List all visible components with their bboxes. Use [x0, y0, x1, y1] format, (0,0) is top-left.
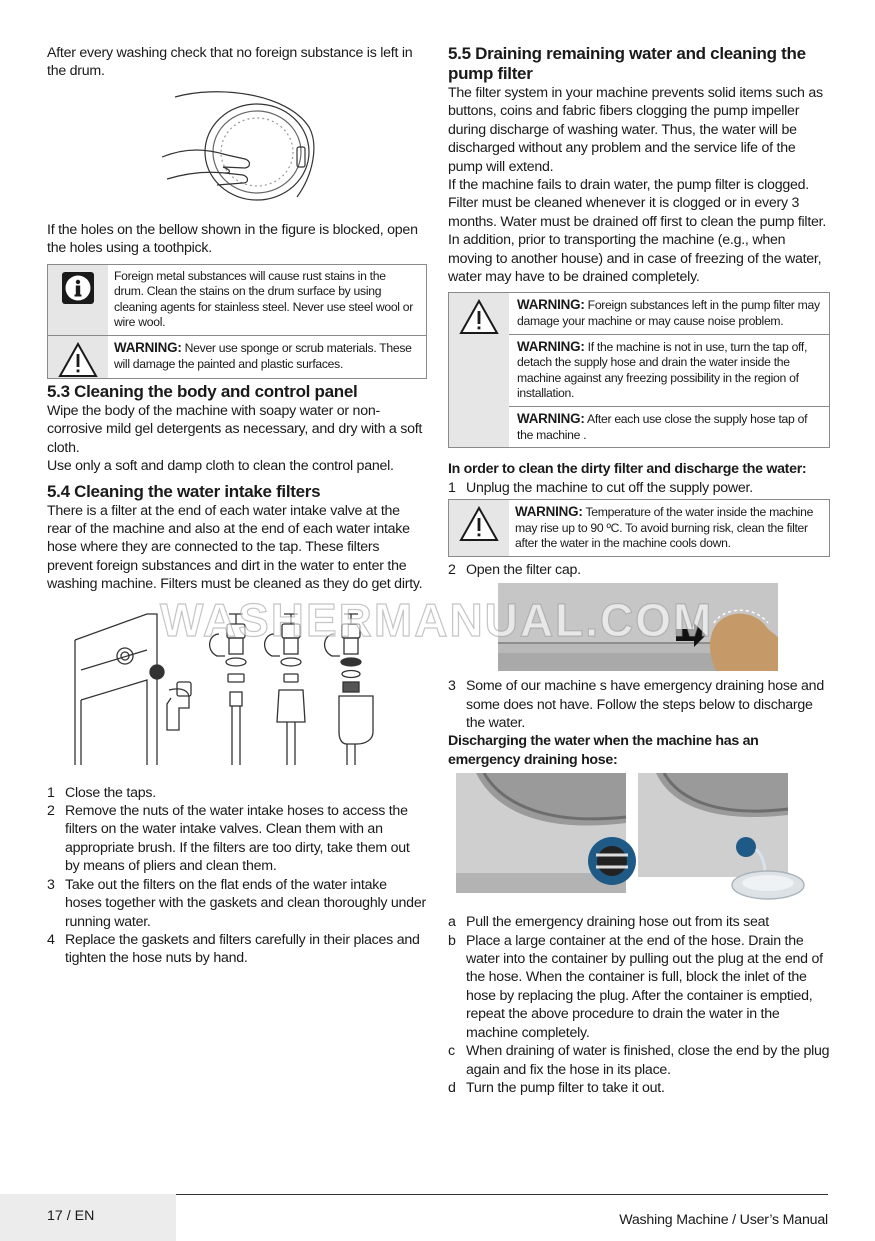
section-53-heading: 5.3 Cleaning the body and control panel [47, 382, 358, 401]
list-item: 4 Replace the gaskets and filters carefully in their places and tighten the hose nuts by hand. [47, 931, 420, 967]
clean-filter-heading: In order to clean the dirty filter and discharge the water: [448, 461, 807, 478]
warning-icon [58, 342, 98, 378]
warning-temperature: WARNING: Temperature of the water inside the machine may rise up to 90 ºC. To avoid burning risk, clean the filter after the water in the machine cools down. [448, 499, 830, 557]
drum-illustration [47, 87, 427, 209]
emergency-hose-heading: Discharging the water when the machine has an emergency draining hose: [448, 733, 759, 768]
intake-filters-illustration [47, 600, 427, 770]
section-55-p3: In addition, prior to transporting the machine (e.g., when moving to another house) and in case of freezing of the water, water may have to be drained completely. [448, 232, 822, 286]
section-55-p1: The filter system in your machine prevents solid items such as buttons, coins and fabric fibers clogging the pump impeller during discharge of washing water. Thus, the water will be discharged without any problem and the service life of the pump will extend. [448, 85, 823, 175]
warning-freezing: WARNING: If the machine is not in use, turn the tap off, detach the supply hose and drain the water inside the machine against any freezing possibility in the region of installation. [509, 335, 829, 407]
section-53-p1: Wipe the body of the machine with soapy water or non-corrosive mild gel detergents as necessary, and dry with a soft cloth. [47, 403, 423, 456]
list-item: 2 Open the filter cap. [448, 561, 581, 578]
section-55-p2: If the machine fails to drain water, the pump filter is clogged. Filter must be cleaned whenever it is clogged or in every 3 months. Water must be drained off first to clean the pump filter. [448, 177, 827, 230]
warning-icon [459, 299, 499, 335]
warning-pump-filter: WARNING: Foreign substances left in the pump filter may damage your machine or may cause noise problem. [509, 293, 829, 334]
list-item: 2 Remove the nuts of the water intake hoses to access the filters on the water intake valves. Clean them with an appropriate brush. If the filters are too dirty, take them out by means of pliers and clean them. [47, 803, 410, 875]
section-54-heading: 5.4 Cleaning the water intake filters [47, 481, 321, 501]
list-item: a Pull the emergency draining hose out from its seat [448, 914, 769, 931]
list-item: 3 Some of our machine s have emergency draining hose and some does not have. Follow the steps below to discharge the water. [448, 678, 824, 732]
warning-label: WARNING: [114, 340, 182, 355]
bellow-holes-text: If the holes on the bellow shown in the figure is blocked, open the holes using a toothpick. [47, 221, 418, 257]
info-icon [61, 271, 95, 305]
list-item: c When draining of water is finished, close the end by the plug again and fix the hose in its place. [448, 1043, 830, 1078]
info-notice-text: Foreign metal substances will cause rust stains in the drum. Clean the stains on the drum surface by using cleaning agents for stainless steel. Never use steel wool or wire wool. [114, 268, 414, 330]
intake-filter-steps [47, 784, 427, 968]
warning-close-tap: WARNING: After each use close the supply hose tap of the machine . [517, 411, 808, 442]
section-53-p2: Use only a soft and damp cloth to clean the control panel. [47, 458, 394, 475]
list-item: b Place a large container at the end of the hose. Drain the water into the container by pulling out the plug at the end of the hose. When the container is full, block the inlet of the hose by replacing the plug. After the container is emptied, repeat the above procedure to drain the water in the machine completely. [448, 932, 823, 1041]
emergency-hose-photo [456, 773, 830, 905]
warning-group [448, 292, 830, 448]
watermark: WASHERMANUAL.COM [160, 594, 714, 646]
after-washing-text: After every washing check that no foreign substance is left in the drum. [47, 45, 413, 80]
filter-cap-photo [498, 583, 830, 671]
list-item: 1 Unplug the machine to cut off the supply power. [448, 479, 753, 496]
footer-divider [176, 1194, 828, 1195]
warning-icon [459, 506, 499, 542]
warning-sponge [47, 336, 427, 379]
footer-title: Washing Machine / User’s Manual [619, 1212, 828, 1228]
draining-steps [448, 913, 830, 1097]
warning-sponge-text: Never use sponge or scrub materials. These will damage the painted and plastic surfaces. [114, 341, 412, 371]
right-column [448, 44, 830, 1097]
left-column [47, 44, 427, 968]
list-item: 1 Close the taps. [47, 784, 156, 801]
info-notice [47, 264, 427, 336]
list-item: 3 Take out the filters on the flat ends of the water intake hoses together with the gaskets and clean thoroughly under running water. [47, 876, 426, 930]
section-55-heading: 5.5 Draining remaining water and cleaning the pump filter [448, 44, 806, 83]
list-item: d Turn the pump filter to take it out. [448, 1079, 665, 1096]
page-number: 17 / EN [47, 1208, 95, 1224]
section-54-p1: There is a filter at the end of each water intake valve at the rear of the machine and also at the end of each water intake hose where they are connected to the tap. These filters prevent foreign substances and dirt in the water to enter the washing machine. Filters must be cleaned as they do get dirty. [47, 502, 423, 593]
